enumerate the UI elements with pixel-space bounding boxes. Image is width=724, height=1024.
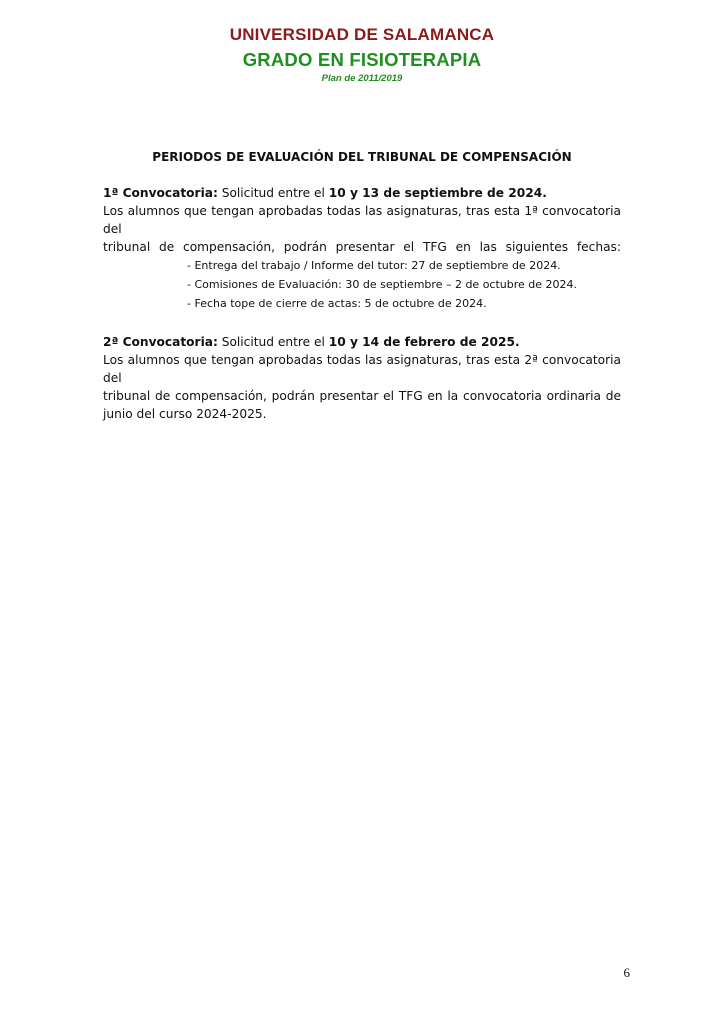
degree-name: GRADO EN FISIOTERAPIA — [242, 49, 482, 70]
first-call-text-line-2: tribunal de compensación, podrán presentar el TFG en las siguientes fechas: — [103, 240, 621, 254]
first-call-request-prefix: Solicitud entre el — [217, 186, 329, 200]
section-spacer — [103, 313, 621, 333]
second-call-text-line-2: tribunal de compensación, podrán presentar el TFG en la convocatoria ordinaria de — [103, 389, 621, 403]
second-call-label: 2ª Convocatoria: — [103, 335, 218, 349]
page-number: 6 — [623, 965, 630, 980]
second-call-text-line-1: Los alumnos que tengan aprobadas todas las asignaturas, tras esta 2ª convocatoria del — [103, 353, 621, 385]
second-call-request-prefix: Solicitud entre el — [217, 335, 329, 349]
document-body — [103, 148, 621, 423]
first-call-label: 1ª Convocatoria: — [103, 186, 218, 200]
first-call-date-list — [103, 256, 621, 313]
study-plan: Plan de 2011/2019 — [321, 73, 403, 84]
section-title: PERIODOS DE EVALUACIÓN DEL TRIBUNAL DE COMPENSACIÓN — [152, 150, 572, 164]
university-name: UNIVERSIDAD DE SALAMANCA — [229, 25, 495, 44]
first-call-text-line-1: Los alumnos que tengan aprobadas todas las asignaturas, tras esta 1ª convocatoria del — [103, 204, 621, 236]
list-item: - Fecha tope de cierre de actas: 5 de octubre de 2024. — [187, 297, 487, 310]
first-call-heading — [103, 184, 621, 202]
second-call-heading — [103, 333, 621, 351]
list-item: - Entrega del trabajo / Informe del tutor: 27 de septiembre de 2024. — [187, 259, 561, 272]
first-call-request-dates: 10 y 13 de septiembre de 2024. — [328, 186, 547, 200]
list-item: - Comisiones de Evaluación: 30 de septiembre – 2 de octubre de 2024. — [187, 278, 578, 291]
second-call-text-line-3: junio del curso 2024-2025. — [103, 407, 267, 421]
document-header — [0, 24, 724, 85]
second-call-request-dates: 10 y 14 de febrero de 2025. — [328, 335, 520, 349]
